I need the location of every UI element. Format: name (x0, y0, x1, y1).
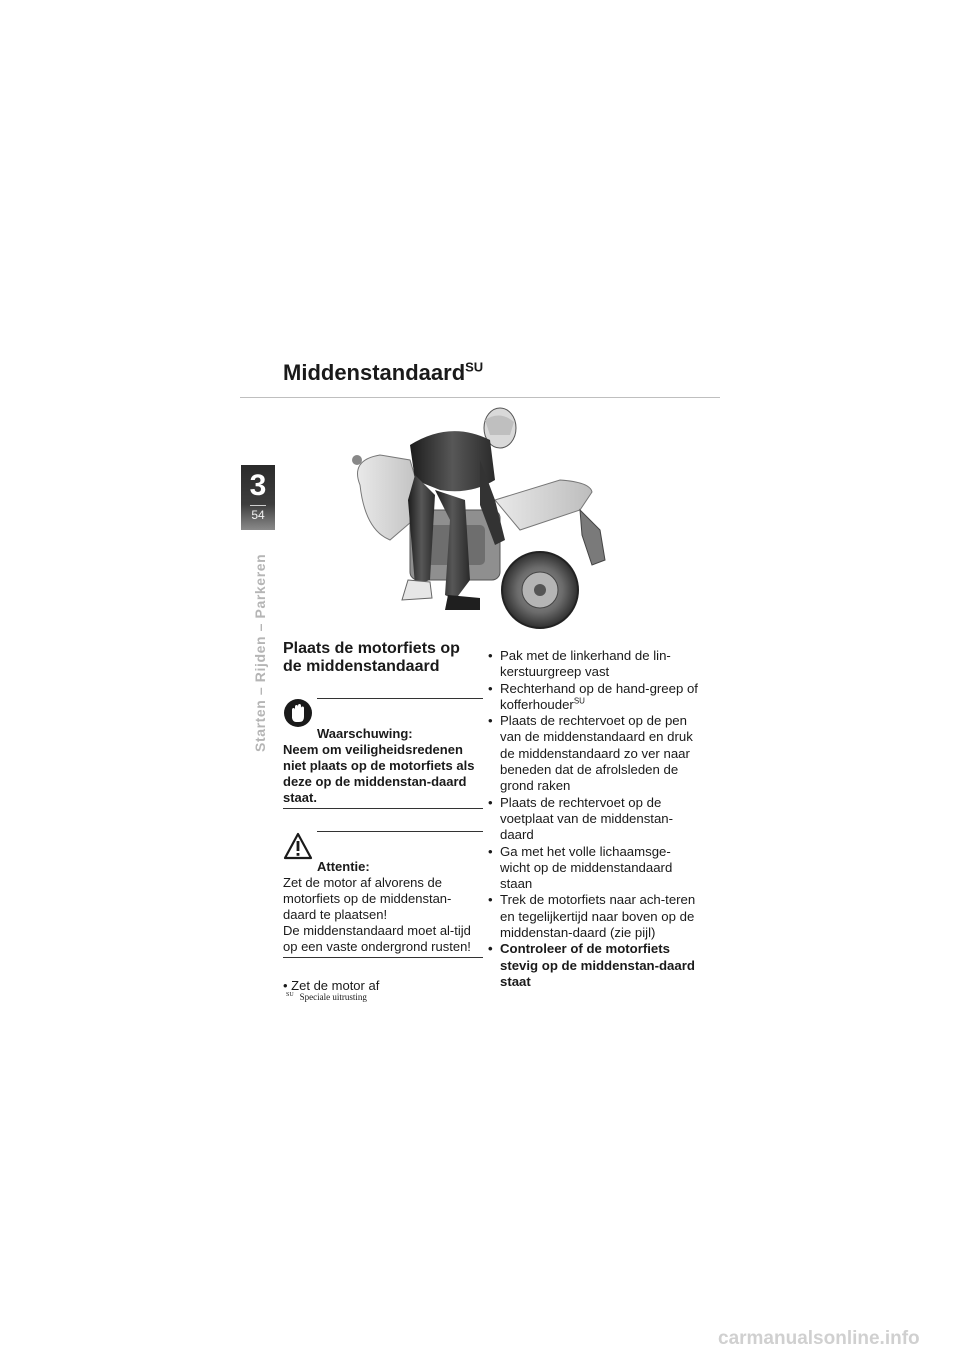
attention-text-2: De middenstandaard moet al-tijd op een vaste ondergrond rusten! (283, 923, 471, 954)
page-title: Middenstandaard$^{SU}$ (283, 359, 484, 385)
title-superscript: SU (465, 359, 484, 375)
chapter-tab (241, 465, 275, 530)
chapter-side-label: Starten – Rijden – Parkeren (252, 553, 268, 753)
attention-title: Attentie: (317, 859, 370, 874)
motorcycle-centerstand-illustration (330, 400, 620, 630)
list-item: • Rechterhand op de hand-greep of kofferhouder$^{SU}$ (488, 681, 698, 714)
title-divider (240, 397, 720, 398)
list-item: • Pak met de linkerhand de lin-kerstuurgreep vast (488, 648, 698, 681)
list-item: • Trek de motorfiets naar ach-teren en tegelijkertijd naar boven op de middenstan-daard (zie pijl) (488, 892, 698, 941)
page-number: 54 (251, 508, 265, 522)
list-item: • Zet de motor af (283, 978, 380, 993)
list-item: • Plaats de rechtervoet op de voetplaat van de middenstan-daard (488, 795, 698, 844)
watermark: carmanualsonline.info (718, 1328, 920, 1349)
section-heading: Plaats de motorfiets op de middenstandaard (283, 640, 460, 675)
right-column (488, 648, 698, 990)
warning-text: Neem om veiligheidsredenen niet plaats op de motorfiets als deze op de middenstan-daard staat. (283, 742, 475, 805)
attention-notice (283, 829, 483, 958)
stop-hand-icon (283, 698, 313, 728)
chapter-separator (250, 505, 266, 506)
list-item: • Plaats de rechtervoet op de pen van de middenstandaard en druk de middenstandaard zo ver naar beneden dat de afrolsleden de grond raken (488, 713, 698, 794)
chapter-number: 3 (249, 469, 267, 502)
attention-text-1: Zet de motor af alvorens de motorfiets op de middenstan-daard te plaatsen! (283, 875, 452, 922)
list-item: • Ga met het volle lichaamsge-wicht op de middenstandaard staan (488, 844, 698, 893)
procedure-steps (488, 648, 698, 990)
warning-notice (283, 696, 483, 809)
footnote: $^{SU}$ Speciale uitrusting (286, 992, 367, 1002)
warning-title: Waarschuwing: (317, 726, 413, 741)
left-column (283, 640, 483, 994)
list-item: • Controleer of de motorfiets stevig op de middenstan-daard staat (488, 941, 698, 990)
exclamation-triangle-icon (283, 831, 313, 861)
